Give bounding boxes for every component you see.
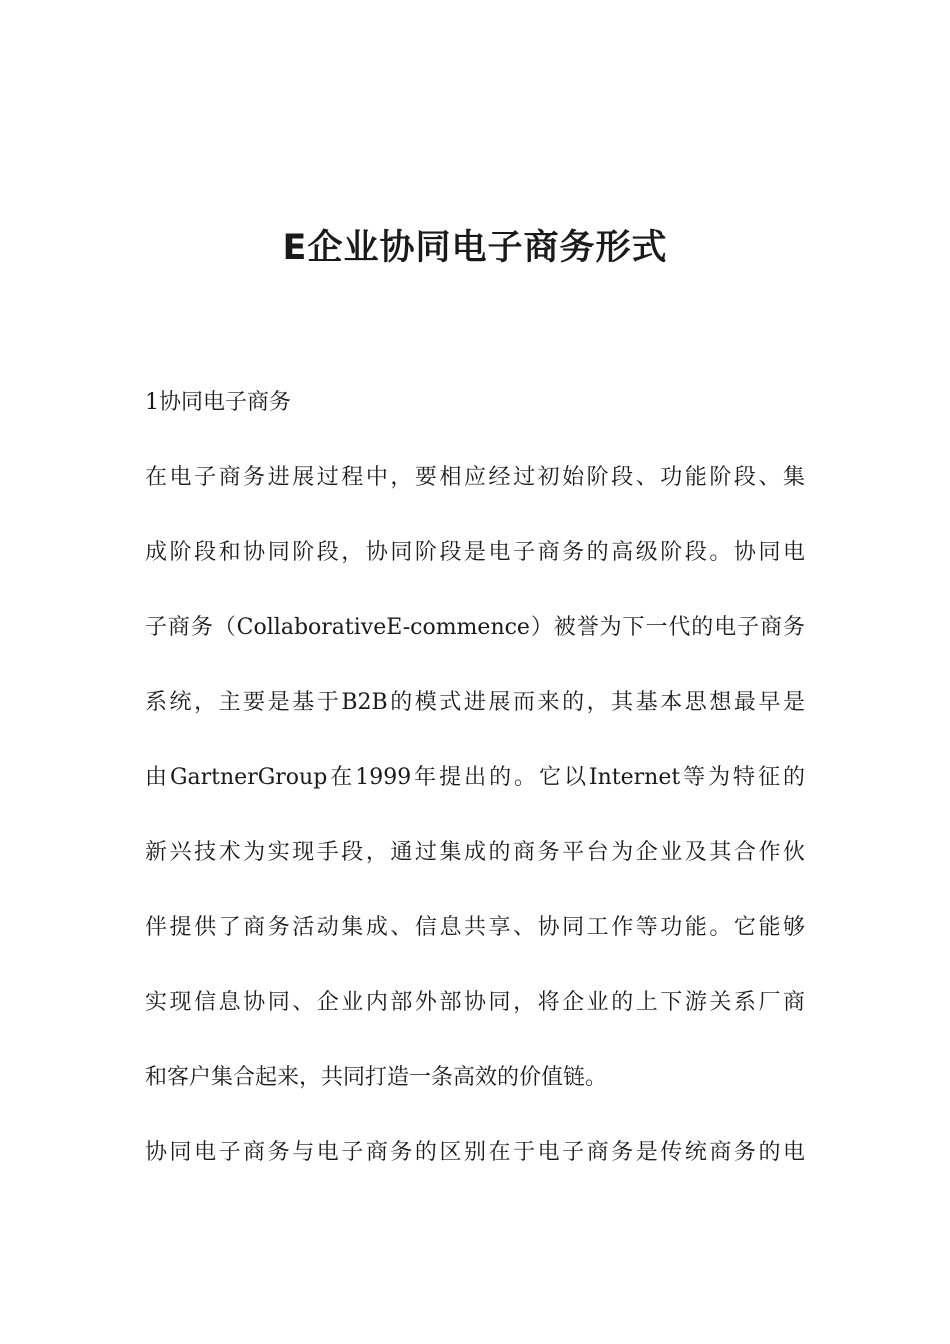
paragraph-line: 在电子商务进展过程中，要相应经过初始阶段、功能阶段、集 bbox=[145, 465, 805, 490]
paragraph-line: 成阶段和协同阶段，协同阶段是电子商务的高级阶段。协同电 bbox=[145, 540, 805, 565]
paragraph-line: 伴提供了商务活动集成、信息共享、协同工作等功能。它能够 bbox=[145, 915, 805, 940]
paragraph-line: 由GartnerGroup在1999年提出的。它以Internet等为特征的 bbox=[145, 765, 805, 790]
paragraph-line: 系统，主要是基于B2B的模式进展而来的，其基本思想最早是 bbox=[145, 690, 805, 715]
paragraph-line: 新兴技术为实现手段，通过集成的商务平台为企业及其合作伙 bbox=[145, 840, 805, 865]
document-title: E企业协同电子商务形式 bbox=[282, 228, 668, 268]
paragraph-line: 协同电子商务与电子商务的区别在于电子商务是传统商务的电 bbox=[145, 1140, 805, 1165]
paragraph-line: 实现信息协同、企业内部外部协同，将企业的上下游关系厂商 bbox=[145, 990, 805, 1015]
paragraph-2 bbox=[145, 1115, 805, 1190]
document-body bbox=[145, 365, 805, 1190]
paragraph-line: 和客户集合起来，共同打造一条高效的价值链。 bbox=[145, 1065, 608, 1090]
paragraph-1 bbox=[145, 440, 805, 1115]
paragraph-line: 子商务（CollaborativeE-commence）被誉为下一代的电子商务 bbox=[145, 615, 805, 640]
section-heading: 1协同电子商务 bbox=[145, 390, 291, 415]
